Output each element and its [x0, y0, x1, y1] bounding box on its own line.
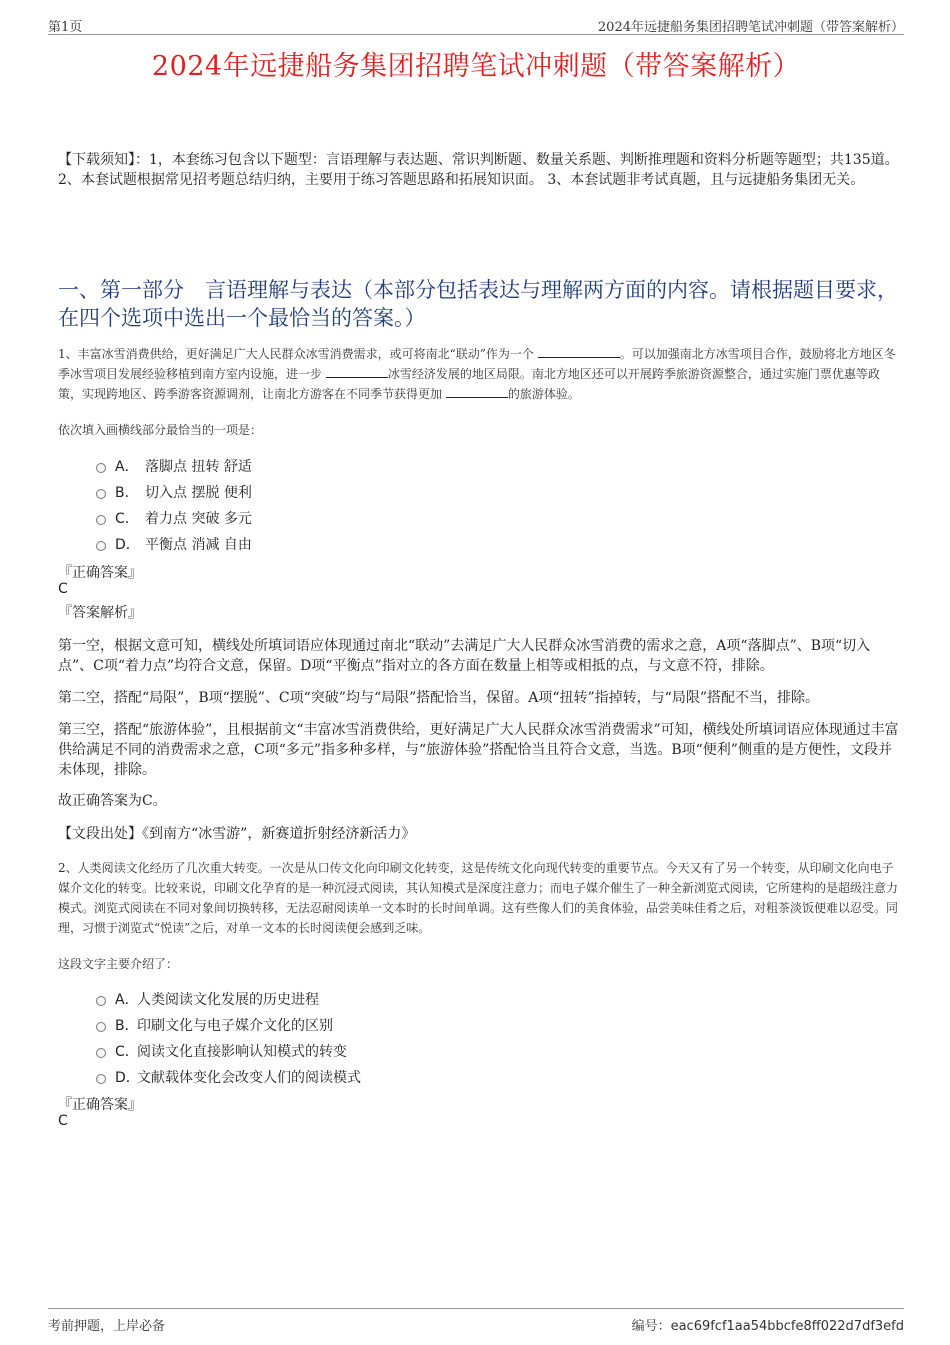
radio-icon[interactable]: [96, 1048, 106, 1058]
header-doc-title: 2024年远捷船务集团招聘笔试冲刺题（带答案解析）: [597, 20, 904, 35]
answer-label: 『正确答案』: [58, 565, 142, 581]
analysis-label: 『答案解析』: [58, 605, 142, 621]
radio-icon[interactable]: [96, 541, 106, 551]
answer-value: C: [58, 1113, 68, 1129]
analysis-conclusion: 故正确答案为C。: [58, 793, 167, 809]
radio-icon[interactable]: [96, 1022, 106, 1032]
answer-value: C: [58, 581, 68, 597]
question-2-prompt: 这段文字主要介绍了：: [58, 957, 179, 971]
answer-label: 『正确答案』: [58, 1097, 142, 1113]
source-citation: 【文段出处】《到南方“冰雪游”，新赛道折射经济新活力》: [58, 826, 416, 842]
question-1-options: [96, 453, 796, 557]
option-b[interactable]: B． 印刷文化与电子媒介文化的区别: [96, 1012, 796, 1038]
question-2-options: [96, 986, 796, 1090]
option-c[interactable]: C． 着力点 突破 多元: [96, 505, 796, 531]
question-1-prompt: 依次填入画横线部分最恰当的一项是：: [58, 423, 263, 437]
section-title: 一、第一部分 言语理解与表达（本部分包括表达与理解两方面的内容。请根据题目要求，在四个选项中选出一个最恰当的答案。）: [58, 278, 898, 330]
radio-icon[interactable]: [96, 996, 106, 1006]
blank-3: [446, 385, 508, 398]
radio-icon[interactable]: [96, 515, 106, 525]
page-footer: [48, 1308, 904, 1333]
blank-2: [326, 365, 388, 378]
option-d[interactable]: D． 文献载体变化会改变人们的阅读模式: [96, 1064, 796, 1090]
analysis-paragraph: 第三空，搭配“旅游体验”，且根据前文“丰富冰雪消费供给，更好满足广大人民群众冰雪消费需求”可知，横线处所填词语应体现通过丰富供给满足不同的消费需求之意，C项“多元”指多种多样，与“旅游体验”搭配恰当且符合文意，当选。B项“便利”侧重的是方便性，文段并未体现，排除。: [58, 722, 899, 778]
download-notice: 【下载须知】：1，本套练习包含以下题型：言语理解与表达题、常识判断题、数量关系题、判断推理题和资料分析题等题型；共135道。 2、本套试题根据常见招考题总结归纳，主要用于练习答题思路和拓展知识面。 3、本套试题非考试真题，且与远捷船务集团无关。: [58, 152, 899, 188]
option-d[interactable]: D． 平衡点 消减 自由: [96, 531, 796, 557]
page-header: [48, 12, 904, 35]
option-a[interactable]: A． 人类阅读文化发展的历史进程: [96, 986, 796, 1012]
page-title: 2024年远捷船务集团招聘笔试冲刺题（带答案解析）: [151, 51, 801, 82]
analysis-paragraph: 第二空，搭配“局限”，B项“摆脱”、C项“突破”均与“局限”搭配恰当，保留。A项“扭转”指掉转，与“局限”搭配不当，排除。: [58, 690, 819, 706]
option-b[interactable]: B． 切入点 摆脱 便利: [96, 479, 796, 505]
radio-icon[interactable]: [96, 463, 106, 473]
radio-icon[interactable]: [96, 1074, 106, 1084]
blank-1: [538, 345, 620, 358]
option-a[interactable]: A． 落脚点 扭转 舒适: [96, 453, 796, 479]
question-1-text: 1、丰富冰雪消费供给，更好满足广大人民群众冰雪消费需求，或可将南北“联动”作为一个 。可以加强南北方冰雪项目合作，鼓励将北方地区冬季冰雪项目发展经验移植到南方室内设施，进一步 冰雪经济发展的地区局限。南北方地区还可以开展跨季旅游资源整合，通过实施门票优惠等政策，实现跨地区、跨季游客资源调剂，让南北方游客在不同季节获得更加 的旅游体验。: [58, 347, 896, 401]
page-number: 第1页: [48, 20, 83, 35]
footer-slogan: 考前押题，上岸必备: [48, 1319, 166, 1334]
option-c[interactable]: C． 阅读文化直接影响认知模式的转变: [96, 1038, 796, 1064]
analysis-paragraph: 第一空，根据文意可知，横线处所填词语应体现通过南北“联动”去满足广大人民群众冰雪消费的需求之意，A项“落脚点”、B项“切入点”、C项“着力点”均符合文意，保留。D项“平衡点”指对立的各方面在数量上相等或相抵的点，与文意不符，排除。: [58, 638, 871, 674]
radio-icon[interactable]: [96, 489, 106, 499]
question-2-text: 2、人类阅读文化经历了几次重大转变。一次是从口传文化向印刷文化转变，这是传统文化向现代转变的重要节点。今天又有了另一个转变，从印刷文化向电子媒介文化的转变。比较来说，印刷文化孕育的是一种沉浸式阅读，其认知模式是深度注意力；而电子媒介催生了一种全新浏览式阅读，它所建构的是超级注意力模式。浏览式阅读在不同对象间切换转移，无法忍耐阅读单一文本时的长时间单调。这有些像人们的美食体验，品尝美味佳肴之后，对粗茶淡饭便难以忍受。同理，习惯于浏览式“悦读”之后，对单一文本的长时阅读便会感到乏味。: [58, 861, 899, 935]
footer-serial: 编号：eac69fcf1aa54bbcfe8ff022d7df3efd: [631, 1319, 904, 1334]
